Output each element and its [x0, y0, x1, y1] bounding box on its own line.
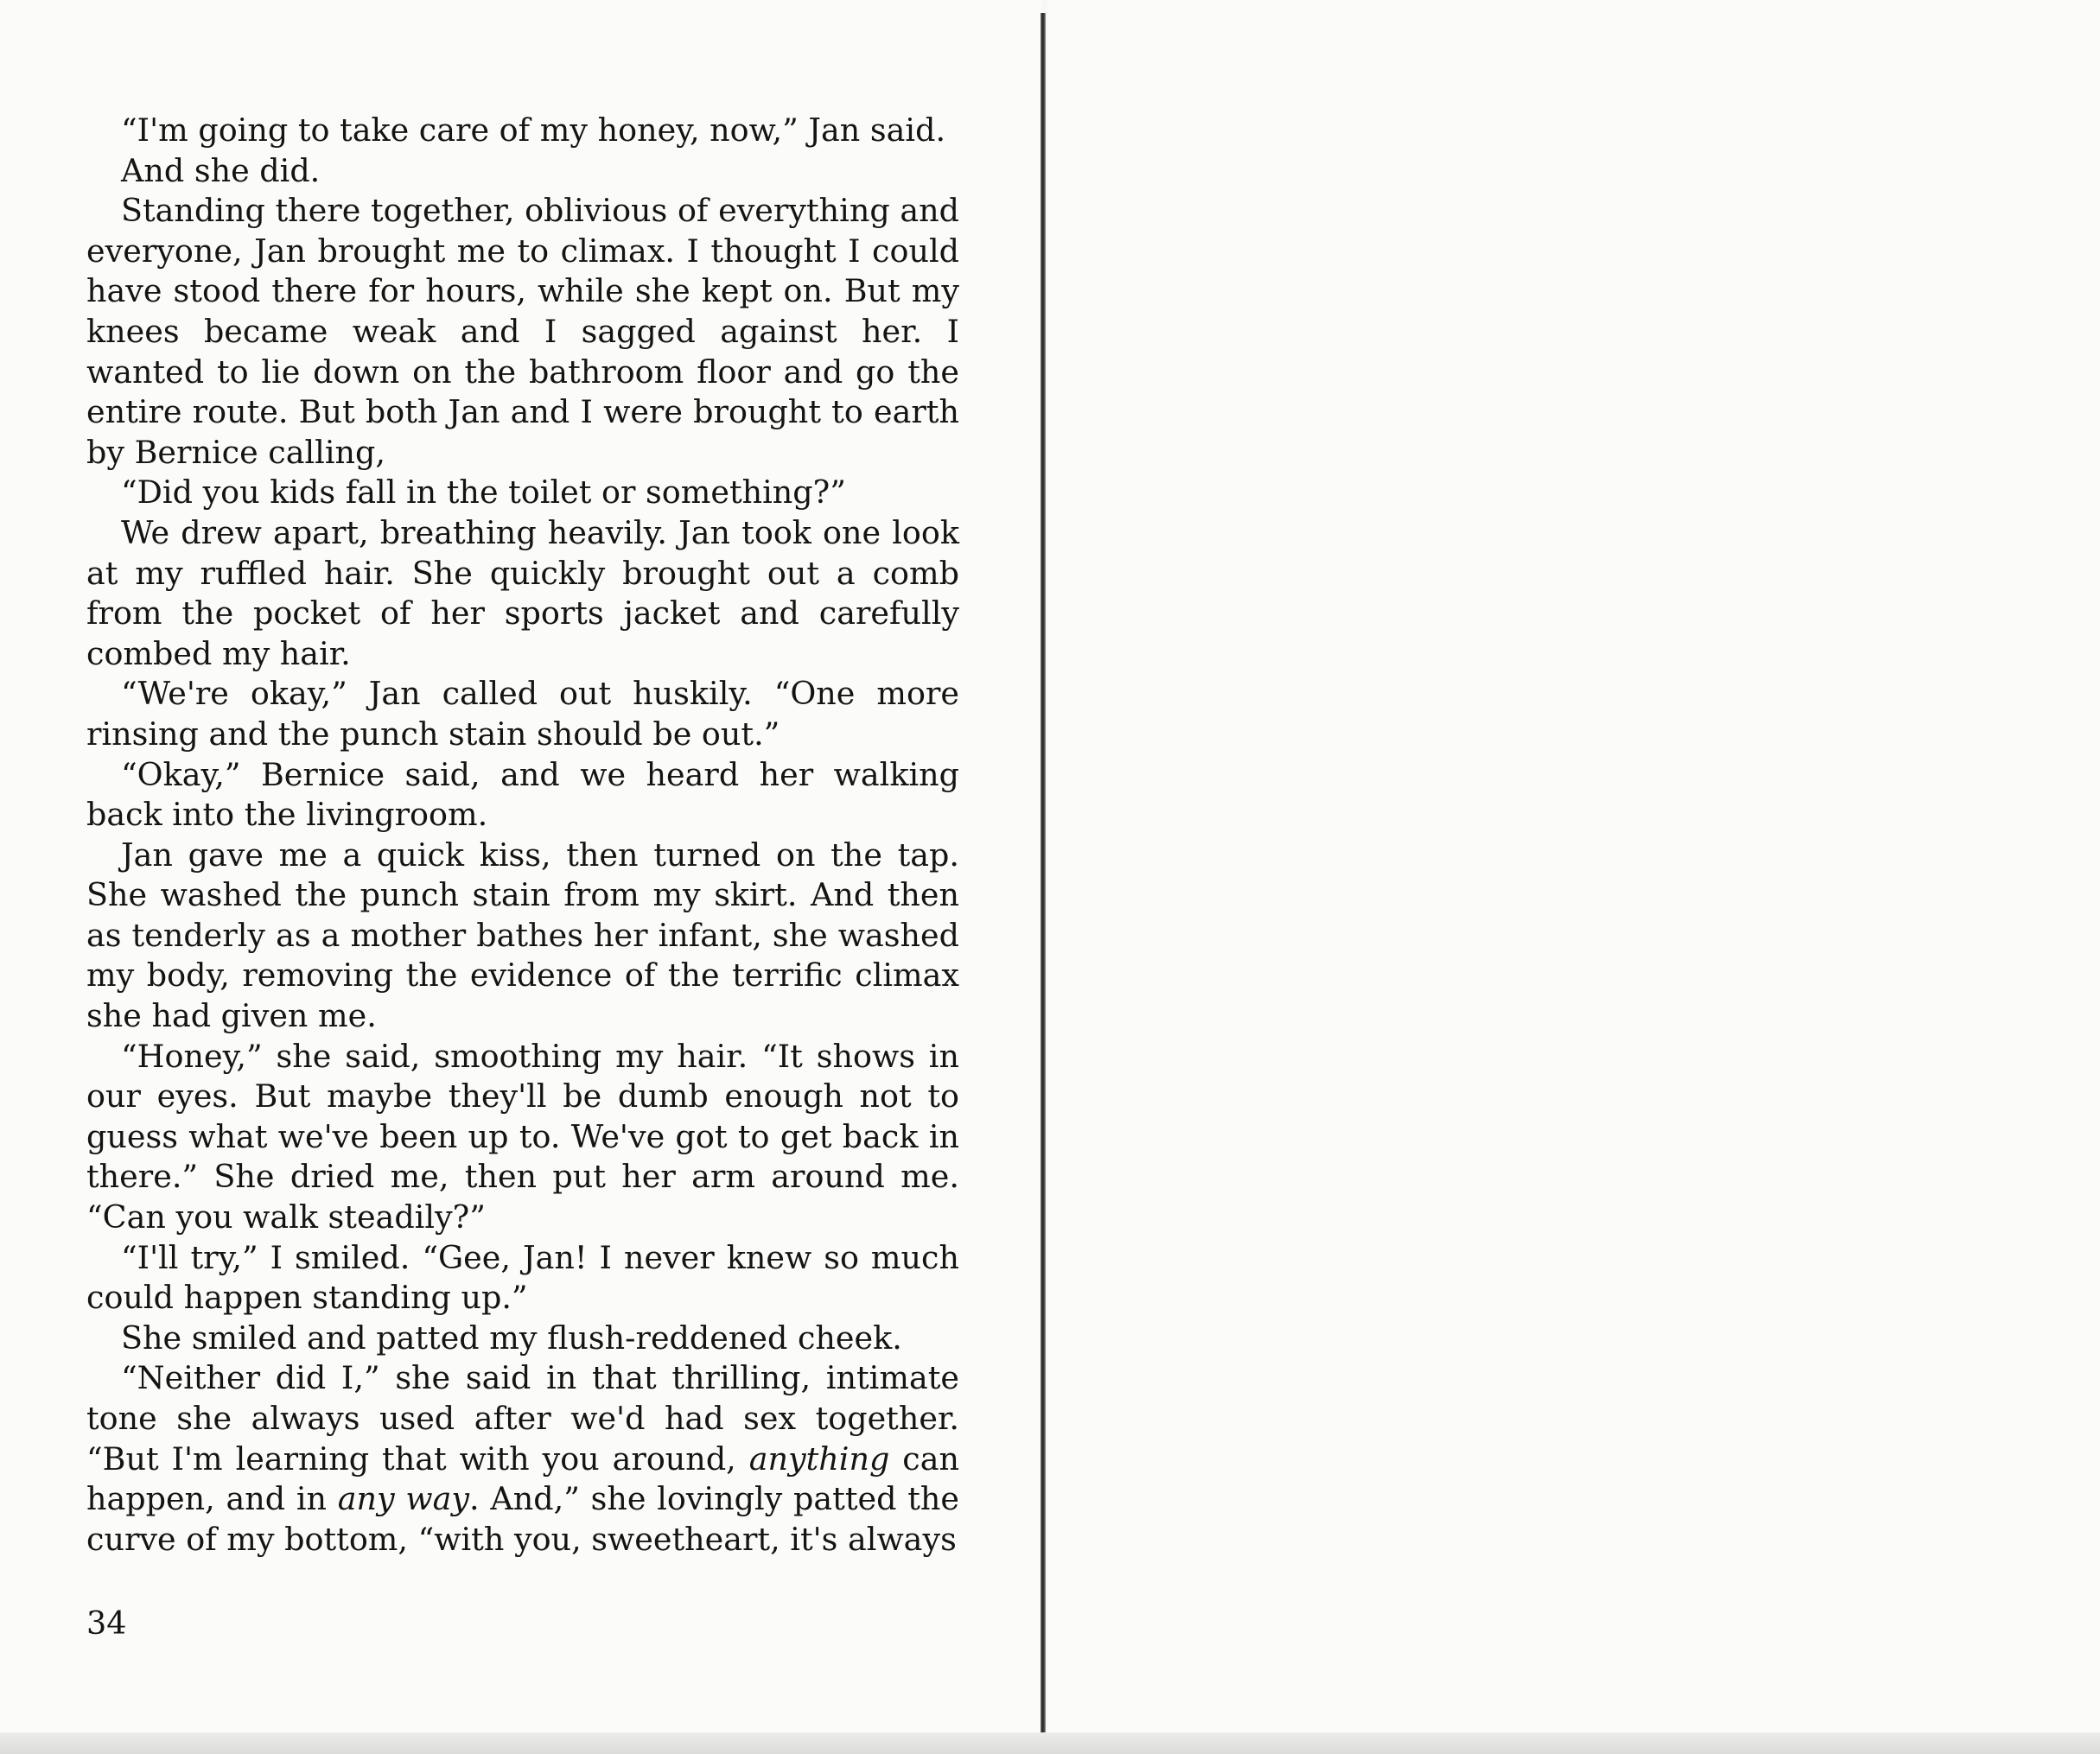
italic-text: any way — [337, 1480, 470, 1518]
left-page-text — [86, 111, 959, 1560]
paragraph — [86, 473, 959, 513]
text-run: “Neither did I,” she said in that thrilling, intimate tone she always used after we'd had sex together. “But I'm learning that with you around, — [86, 1359, 959, 1478]
text-run: We drew apart, breathing heavily. Jan took one look at my ruffled hair. She quickly brought out a comb from the pocket of her sports jacket and carefully combed my hair. — [86, 513, 959, 672]
paragraph — [86, 755, 959, 836]
text-run: “Honey,” she said, smoothing my hair. “It shows in our eyes. But maybe they'll be dumb enough not to guess what we've been up to. We've got to get back in there.” She dried me, then put her arm around me. “Can you walk steadily?” — [86, 1037, 959, 1236]
page-number-left: 34 — [86, 1605, 127, 1642]
paragraph — [86, 513, 959, 674]
paragraph — [86, 191, 959, 473]
paragraph — [86, 1358, 959, 1560]
text-run: “Did you kids fall in the toilet or something?” — [121, 473, 846, 512]
text-run: “We're okay,” Jan called out huskily. “One more rinsing and the punch stain should be out.” — [86, 675, 959, 753]
text-run: “I'm going to take care of my honey, now,” Jan said. — [121, 111, 946, 149]
paragraph — [86, 836, 959, 1037]
paragraph — [86, 674, 959, 754]
text-run: “Okay,” Bernice said, and we heard her walking back into the livingroom. — [86, 755, 959, 834]
left-page — [0, 0, 1041, 1745]
text-run: Standing there together, oblivious of everything and everyone, Jan brought me to climax. I thought I could have stood there for hours, while she kept on. But my knees became weak and I sagged against her. I wanted to lie down on the bathroom floor and go the entire route. But both Jan and I were brought to earth by Bernice calling, — [86, 192, 959, 471]
scan-bottom-edge — [0, 1732, 2100, 1754]
text-run: Jan gave me a quick kiss, then turned on the tap. She washed the punch stain from my skirt. And then as tenderly as a mother bathes her infant, she washed my body, removing the evidence of the terrific climax she had given me. — [86, 836, 959, 1035]
book-gutter — [1040, 13, 1046, 1741]
paragraph — [86, 111, 959, 151]
paragraph — [86, 1037, 959, 1238]
right-page — [1047, 0, 2100, 1745]
text-run: And she did. — [121, 151, 321, 189]
italic-text: anything — [748, 1439, 890, 1478]
paragraph — [86, 1238, 959, 1319]
text-run: She smiled and patted my flush-reddened cheek. — [121, 1319, 902, 1357]
paragraph — [86, 151, 959, 192]
text-run: can happen, and in — [86, 1439, 959, 1518]
paragraph — [86, 1319, 959, 1359]
text-run: . And,” she lovingly patted the curve of my bottom, “with you, sweetheart, it's always — [86, 1480, 959, 1558]
text-run: “I'll try,” I smiled. “Gee, Jan! I never knew so much could happen standing up.” — [86, 1238, 959, 1317]
